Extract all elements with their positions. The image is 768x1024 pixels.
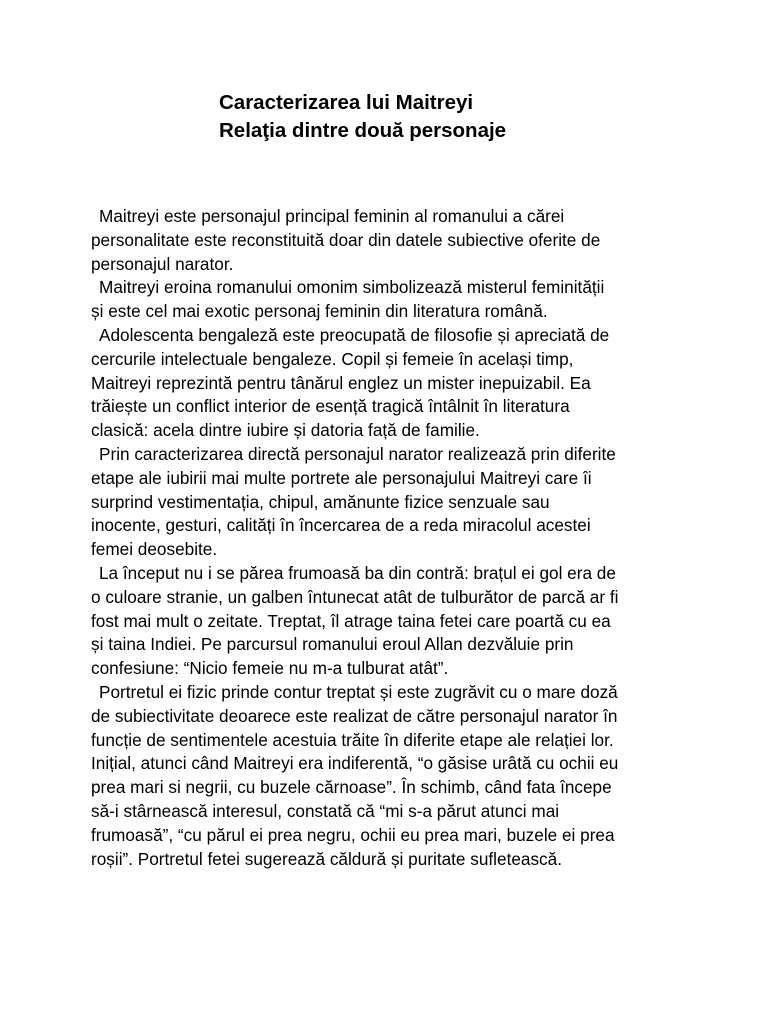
document-title: Caracterizarea lui Maitreyi: [219, 91, 474, 114]
text-line: funcție de sentimentele acestuia trăite în diferite etape ale relației lor.: [91, 729, 614, 750]
paragraph: [91, 205, 711, 276]
text-line: prea mari si negrii, cu buzele cărnoase”. În schimb, când fata începe: [91, 777, 612, 798]
text-line: femei deosebite.: [91, 539, 218, 560]
text-line: și este cel mai exotic personaj feminin din literatura română.: [91, 301, 548, 322]
text-line: trăiește un conflict interior de esență tragică întâlnit în literatura: [91, 396, 570, 417]
title-block: [219, 89, 719, 145]
text-line: fost mai mult o zeitate. Treptat, îl atrage taina fetei care poartă cu ea: [91, 610, 611, 631]
paragraph: [91, 443, 711, 562]
text-line: de subiectivitate deoarece este realizat de către personajul narator în: [91, 705, 618, 726]
text-line: personajul narator.: [91, 253, 234, 274]
text-line: Adolescenta bengaleză este preocupată de filosofie și apreciată de: [99, 324, 610, 345]
text-line: și taina Indiei. Pe parcursul romanului eroul Allan dezvăluie prin: [91, 634, 574, 655]
text-line: inocente, gesturi, calități în încercarea de a reda miracolul acestei: [91, 515, 591, 536]
paragraph: [91, 681, 711, 871]
text-line: clasică: acela dintre iubire și datoria față de familie.: [91, 420, 480, 441]
text-line: roșii”. Portretul fetei sugerează căldură și puritate sufletească.: [91, 848, 562, 869]
text-line: Maitreyi eroina romanului omonim simbolizează misterul feminității: [99, 277, 605, 298]
text-line: etape ale iubirii mai multe portrete ale personajului Maitreyi care îi: [91, 467, 592, 488]
document-subtitle: Relaţia dintre două personaje: [219, 119, 507, 142]
text-line: surprind vestimentația, chipul, amănunte fizice senzuale sau: [91, 491, 550, 512]
text-line: personalitate este reconstituită doar din datele subiective oferite de: [91, 229, 601, 250]
paragraph: [91, 276, 711, 324]
text-line: confesiune: “Nicio femeie nu m-a tulburat atât”.: [91, 658, 449, 679]
text-line: Maitreyi este personajul principal feminin al romanului a cărei: [99, 206, 565, 226]
text-line: La început nu i se părea frumoasă ba din contră: brațul ei gol era de: [99, 562, 616, 583]
text-line: frumoasă”, “cu părul ei prea negru, ochii eu prea mari, buzele ei prea: [91, 824, 615, 845]
text-line: o culoare stranie, un galben întunecat atât de tulburător de parcă ar fi: [91, 586, 619, 607]
text-line: Prin caracterizarea directă personajul narator realizează prin diferite: [99, 443, 616, 464]
body-text: [91, 205, 711, 871]
paragraph: [91, 324, 711, 443]
text-line: să-i stârnească interesul, constată că “mi s-a părut atunci mai: [91, 800, 560, 821]
text-line: Inițial, atunci când Maitreyi era indiferentă, “o găsise urâtă cu ochii eu: [91, 753, 619, 774]
text-line: Maitreyi reprezintă pentru tânărul englez un mister inepuizabil. Ea: [91, 372, 591, 393]
text-line: Portretul ei fizic prinde contur treptat și este zugrăvit cu o mare doză: [99, 681, 618, 702]
paragraph: [91, 562, 711, 681]
text-line: cercurile intelectuale bengaleze. Copil și femeie în același timp,: [91, 348, 574, 369]
